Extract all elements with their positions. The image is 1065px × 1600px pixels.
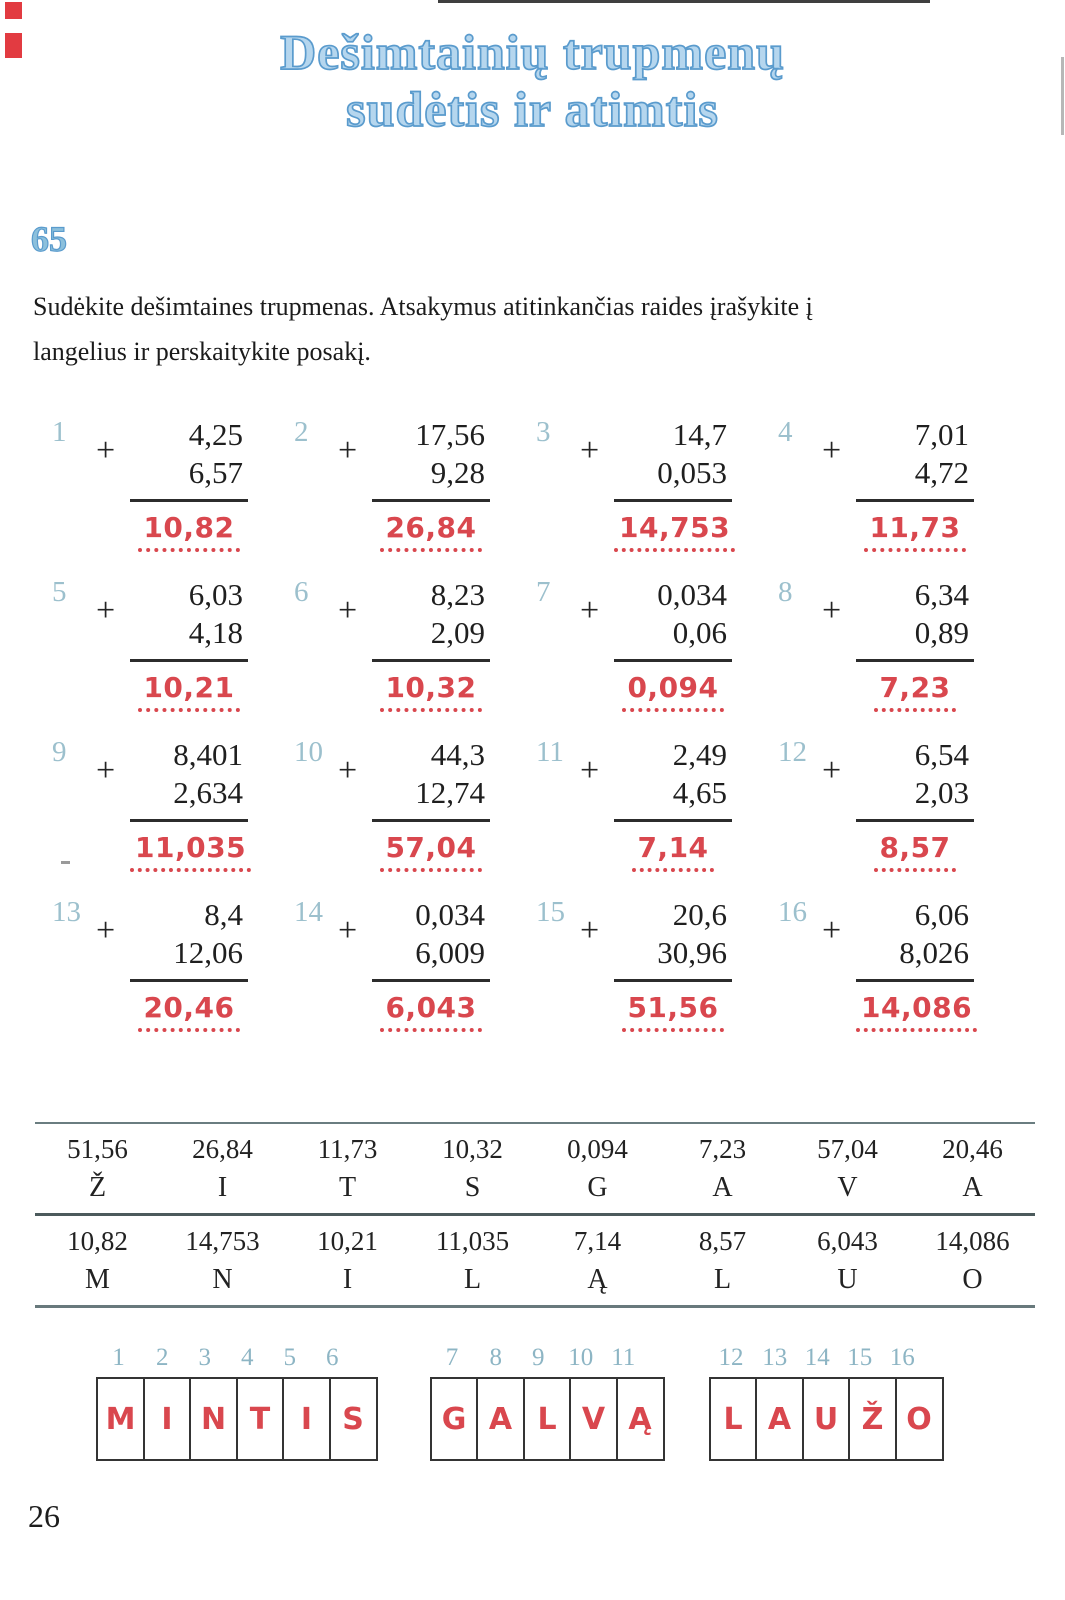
addition-problem-14	[294, 886, 536, 1046]
problem-body	[96, 416, 248, 552]
plus-sign: +	[580, 592, 600, 629]
addends-block	[614, 896, 732, 982]
plus-sign: +	[580, 912, 600, 949]
problem-body	[580, 736, 732, 872]
problem-body	[338, 576, 490, 712]
addition-problem-10	[294, 726, 536, 886]
answer-value[interactable]: 14,753	[614, 511, 735, 552]
addends-block	[372, 576, 490, 662]
answer-cell[interactable]	[329, 1377, 378, 1461]
problem-number: 3	[536, 416, 551, 448]
key-cell	[660, 1134, 785, 1204]
box-number: 3	[198, 1344, 211, 1371]
answer-value[interactable]: 7,14	[632, 831, 713, 872]
problem-body	[822, 576, 974, 712]
addends-block	[130, 896, 248, 982]
box-number: 11	[611, 1344, 636, 1371]
problem-body	[822, 416, 974, 552]
answer-letter: O	[906, 1401, 932, 1437]
answer-row	[372, 831, 490, 872]
addend-1: 0,034	[415, 897, 485, 932]
answer-cell[interactable]	[895, 1377, 944, 1461]
key-cell	[35, 1134, 160, 1204]
plus-sign: +	[96, 592, 116, 629]
addend-1: 8,4	[204, 897, 243, 932]
answer-letter: I	[161, 1401, 173, 1437]
answer-value[interactable]: 11,73	[864, 511, 965, 552]
answer-letter: L	[723, 1401, 743, 1437]
key-letter: N	[212, 1264, 233, 1295]
key-cell	[285, 1226, 410, 1296]
key-letter: O	[962, 1264, 983, 1295]
key-cell	[35, 1226, 160, 1296]
key-cell	[910, 1134, 1035, 1204]
addends-block	[856, 416, 974, 502]
key-value: 10,21	[317, 1226, 378, 1256]
answer-letter: A	[488, 1401, 513, 1437]
key-letter: U	[837, 1264, 858, 1295]
addends-block	[614, 416, 732, 502]
addend-2: 2,634	[173, 775, 243, 810]
answer-row	[614, 991, 732, 1032]
key-cell	[410, 1134, 535, 1204]
key-value: 51,56	[67, 1134, 128, 1164]
instructions	[33, 284, 998, 374]
letter-key-row-2	[35, 1216, 1035, 1305]
page-number: 26	[28, 1498, 60, 1534]
plus-sign: +	[580, 432, 600, 469]
answer-cell[interactable]	[523, 1377, 572, 1461]
problem-body	[96, 736, 248, 872]
addition-problem-1	[52, 406, 294, 566]
answer-cell[interactable]	[709, 1377, 758, 1461]
key-cell	[410, 1226, 535, 1296]
problem-number: 9	[52, 736, 67, 768]
key-letter: I	[217, 1172, 228, 1203]
answer-box-group-2	[430, 1344, 665, 1461]
answer-boxes	[96, 1344, 944, 1461]
addends-block	[856, 736, 974, 822]
key-value: 20,46	[942, 1134, 1003, 1164]
addend-1: 8,401	[173, 737, 243, 772]
plus-sign: +	[338, 912, 358, 949]
answer-letter: U	[813, 1401, 839, 1437]
addition-problem-6	[294, 566, 536, 726]
answer-letter: S	[342, 1401, 364, 1437]
box-numbers-row	[430, 1344, 665, 1372]
answer-row	[856, 671, 974, 712]
key-value: 26,84	[192, 1134, 253, 1164]
addition-problem-2	[294, 406, 536, 566]
addend-1: 0,034	[657, 577, 727, 612]
plus-sign: +	[338, 432, 358, 469]
scan-edge-line	[438, 0, 930, 3]
addition-problem-16	[778, 886, 1020, 1046]
box-number: 15	[847, 1344, 873, 1371]
box-number: 14	[804, 1344, 830, 1371]
key-cell	[910, 1226, 1035, 1296]
box-number: 13	[762, 1344, 788, 1371]
key-letter: T	[338, 1172, 357, 1203]
problem-number: 2	[294, 416, 309, 448]
answer-value[interactable]: 10,21	[138, 671, 239, 712]
addend-2: 0,89	[914, 615, 969, 650]
addend-2: 6,009	[415, 935, 485, 970]
addends-block	[130, 736, 248, 822]
addends-block	[372, 416, 490, 502]
key-letter: S	[464, 1172, 481, 1203]
key-cell	[660, 1226, 785, 1296]
addend-1: 6,03	[188, 577, 243, 612]
box-number: 6	[326, 1344, 339, 1371]
answer-letter: L	[537, 1401, 557, 1437]
answer-value[interactable]: 8,57	[874, 831, 955, 872]
answer-cell[interactable]	[236, 1377, 285, 1461]
addend-2: 12,06	[173, 935, 243, 970]
problem-body	[580, 416, 732, 552]
addition-problem-9	[52, 726, 294, 886]
problem-number: 15	[536, 896, 565, 928]
answer-row	[130, 991, 248, 1032]
addend-1: 14,7	[672, 417, 727, 452]
answer-value[interactable]: 10,82	[138, 511, 239, 552]
answer-value[interactable]: 57,04	[380, 831, 481, 872]
problem-number: 6	[294, 576, 309, 608]
key-letter: L	[463, 1264, 482, 1295]
problem-number: 1	[52, 416, 67, 448]
key-cell	[785, 1134, 910, 1204]
problem-number: 5	[52, 576, 67, 608]
addition-problem-11	[536, 726, 778, 886]
addend-1: 4,25	[188, 417, 243, 452]
addends-block	[856, 896, 974, 982]
answer-value[interactable]: 20,46	[138, 991, 239, 1032]
answer-cell[interactable]	[189, 1377, 238, 1461]
box-number: 7	[445, 1344, 459, 1371]
addends-block	[856, 576, 974, 662]
answer-box-group-3	[709, 1344, 944, 1461]
problem-number: 14	[294, 896, 323, 928]
plus-sign: +	[338, 592, 358, 629]
exercise-number: 65	[31, 219, 67, 259]
box-number: 8	[489, 1344, 502, 1371]
box-number: 16	[889, 1344, 915, 1371]
addition-problem-12	[778, 726, 1020, 886]
addend-1: 17,56	[415, 417, 485, 452]
answer-value[interactable]: 51,56	[622, 991, 723, 1032]
answer-cell[interactable]	[282, 1377, 331, 1461]
problem-body	[96, 896, 248, 1032]
key-letter: V	[837, 1172, 858, 1203]
addends-block	[614, 736, 732, 822]
problem-body	[822, 736, 974, 872]
addend-1: 6,54	[914, 737, 969, 772]
problem-number: 13	[52, 896, 81, 928]
addends-block	[372, 896, 490, 982]
key-cell	[160, 1134, 285, 1204]
plus-sign: +	[96, 912, 116, 949]
key-value: 6,043	[817, 1226, 878, 1256]
plus-sign: +	[580, 752, 600, 789]
key-cell	[785, 1226, 910, 1296]
answer-row	[856, 991, 974, 1032]
page-title	[0, 24, 1065, 138]
addition-problem-4	[778, 406, 1020, 566]
answer-letter: Ž	[861, 1401, 884, 1437]
answer-cell[interactable]	[96, 1377, 145, 1461]
problem-number: 8	[778, 576, 793, 608]
title-line-1: Dešimtainių trupmenų	[280, 24, 785, 80]
key-cell	[535, 1226, 660, 1296]
problem-body	[580, 576, 732, 712]
addends-block	[130, 576, 248, 662]
addend-2: 4,18	[188, 615, 243, 650]
box-number: 5	[283, 1344, 296, 1371]
key-value: 14,753	[185, 1226, 260, 1256]
key-cell	[285, 1134, 410, 1204]
key-letter: A	[712, 1172, 733, 1203]
key-value: 11,73	[317, 1134, 378, 1164]
addend-1: 6,34	[914, 577, 969, 612]
box-cells-row	[709, 1377, 944, 1461]
answer-letter: A	[767, 1401, 792, 1437]
box-number: 10	[568, 1344, 594, 1371]
box-number: 4	[241, 1344, 254, 1371]
addend-2: 2,09	[430, 615, 485, 650]
answer-row	[614, 831, 732, 872]
plus-sign: +	[822, 592, 842, 629]
problem-number: 16	[778, 896, 807, 928]
answer-cell[interactable]	[569, 1377, 618, 1461]
plus-sign: +	[96, 432, 116, 469]
answer-cell[interactable]	[848, 1377, 897, 1461]
addend-1: 7,01	[914, 417, 969, 452]
problem-body	[580, 896, 732, 1032]
plus-sign: +	[96, 752, 116, 789]
addend-1: 20,6	[672, 897, 727, 932]
problems-grid	[52, 406, 1020, 1046]
answer-cell[interactable]	[430, 1377, 479, 1461]
problem-number: 4	[778, 416, 793, 448]
answer-letter: V	[581, 1401, 606, 1437]
key-letter: L	[713, 1264, 732, 1295]
answer-value[interactable]: 10,32	[380, 671, 481, 712]
addition-problem-3	[536, 406, 778, 566]
answer-row	[856, 511, 974, 552]
addition-problem-7	[536, 566, 778, 726]
answer-row	[372, 991, 490, 1032]
key-value: 7,14	[573, 1226, 622, 1256]
problem-number: 11	[536, 736, 564, 768]
box-number: 12	[718, 1344, 744, 1371]
letter-key-row-1	[35, 1124, 1035, 1216]
problem-body	[338, 896, 490, 1032]
problem-body	[822, 896, 974, 1032]
plus-sign: +	[822, 432, 842, 469]
answer-row	[130, 671, 248, 712]
addition-problem-15	[536, 886, 778, 1046]
answer-value[interactable]: 0,094	[622, 671, 723, 712]
box-number: 2	[156, 1344, 169, 1371]
key-cell	[535, 1134, 660, 1204]
addend-2: 4,72	[914, 455, 969, 490]
key-value: 7,23	[698, 1134, 747, 1164]
key-letter: Ž	[88, 1172, 107, 1203]
title-line-2: sudėtis ir atimtis	[346, 81, 719, 137]
problem-number: 7	[536, 576, 551, 608]
addends-block	[372, 736, 490, 822]
plus-sign: +	[822, 752, 842, 789]
answer-cell[interactable]	[802, 1377, 851, 1461]
addend-2: 9,28	[430, 455, 485, 490]
problem-number: 12	[778, 736, 807, 768]
addition-problem-13	[52, 886, 294, 1046]
box-number: 1	[112, 1344, 125, 1371]
answer-row	[372, 671, 490, 712]
addend-2: 30,96	[657, 935, 727, 970]
key-value: 11,035	[435, 1226, 510, 1256]
key-letter: I	[342, 1264, 353, 1295]
answer-row	[856, 831, 974, 872]
box-cells-row	[96, 1377, 378, 1461]
key-value: 10,82	[67, 1226, 128, 1256]
addend-1: 6,06	[914, 897, 969, 932]
answer-row	[614, 671, 732, 712]
problem-body	[338, 736, 490, 872]
key-value: 8,57	[698, 1226, 747, 1256]
answer-letter: M	[105, 1401, 136, 1437]
answer-cell[interactable]	[143, 1377, 192, 1461]
box-cells-row	[430, 1377, 665, 1461]
key-cell	[160, 1226, 285, 1296]
answer-cell[interactable]	[616, 1377, 665, 1461]
addition-problem-5	[52, 566, 294, 726]
addend-2: 12,74	[415, 775, 485, 810]
answer-box-group-1	[96, 1344, 378, 1461]
answer-cell[interactable]	[755, 1377, 804, 1461]
answer-letter: N	[200, 1401, 227, 1437]
key-value: 57,04	[817, 1134, 878, 1164]
addend-2: 6,57	[188, 455, 243, 490]
addends-block	[130, 416, 248, 502]
answer-letter: I	[300, 1401, 313, 1437]
answer-value[interactable]: 7,23	[874, 671, 955, 712]
instructions-line-2: langelius ir perskaitykite posakį.	[33, 337, 371, 366]
addend-1: 8,23	[430, 577, 485, 612]
addends-block	[614, 576, 732, 662]
problem-body	[338, 416, 490, 552]
key-value: 0,094	[567, 1134, 628, 1164]
answer-row	[130, 511, 248, 552]
plus-sign: +	[338, 752, 358, 789]
answer-value[interactable]: 6,043	[380, 991, 481, 1032]
instructions-line-1: Sudėkite dešimtaines trupmenas. Atsakymus atitinkančias raides įrašykite į	[33, 292, 813, 321]
scan-red-mark	[5, 2, 22, 19]
problem-body	[96, 576, 248, 712]
box-numbers-row	[709, 1344, 944, 1372]
box-number: 9	[532, 1344, 545, 1371]
key-letter: A	[962, 1172, 983, 1203]
letter-key-table	[35, 1122, 1035, 1308]
answer-row	[130, 831, 248, 872]
addend-2: 0,06	[672, 615, 727, 650]
box-numbers-row	[96, 1344, 378, 1372]
addend-1: 44,3	[430, 737, 485, 772]
answer-row	[372, 511, 490, 552]
answer-value[interactable]: 11,035	[130, 831, 251, 872]
plus-sign: +	[822, 912, 842, 949]
problem-number: 10	[294, 736, 323, 768]
addition-problem-8	[778, 566, 1020, 726]
key-value: 10,32	[442, 1134, 503, 1164]
key-letter: G	[587, 1172, 608, 1203]
answer-row	[614, 511, 732, 552]
key-letter: M	[85, 1264, 110, 1295]
addend-2: 2,03	[914, 775, 969, 810]
addend-1: 2,49	[672, 737, 727, 772]
answer-letter: T	[249, 1401, 271, 1437]
addend-2: 4,65	[672, 775, 727, 810]
answer-letter: Ą	[628, 1401, 652, 1437]
addend-2: 8,026	[899, 935, 969, 970]
answer-value[interactable]: 26,84	[380, 511, 481, 552]
answer-value[interactable]: 14,086	[856, 991, 977, 1032]
answer-letter: G	[441, 1401, 467, 1437]
key-value: 14,086	[935, 1226, 1010, 1256]
answer-cell[interactable]	[476, 1377, 525, 1461]
addend-2: 0,053	[657, 455, 727, 490]
key-letter: Ą	[587, 1264, 608, 1295]
